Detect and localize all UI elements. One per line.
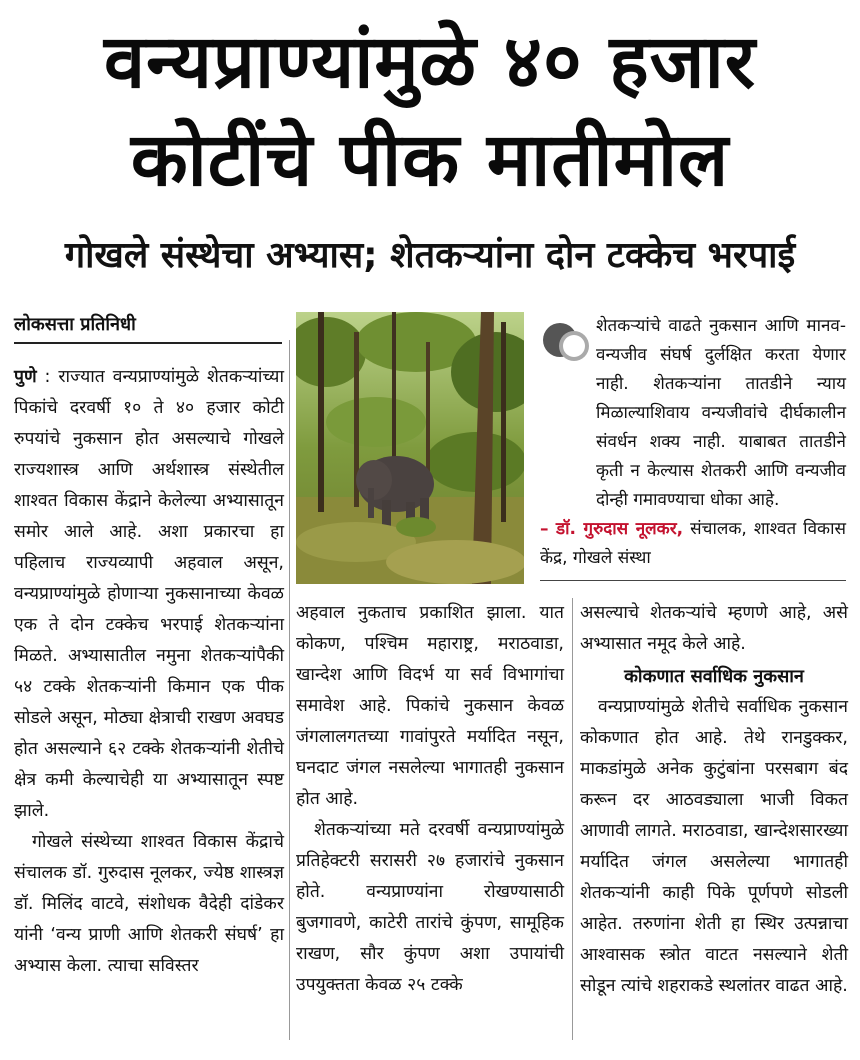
column-divider	[289, 340, 290, 1040]
headline-line-2: कोटींचे पीक मातीमोल	[130, 117, 730, 203]
paragraph: असल्याचे शेतकऱ्यांचे म्हणणे आहे, असे अभ्यासात नमूद केले आहे.	[580, 603, 848, 654]
article-column-2	[296, 598, 564, 1001]
paragraph: शेतकऱ्यांच्या मते दरवर्षी वन्यप्राण्यांमुळे प्रतिहेक्टरी सरासरी २७ हजारांचे नुकसान होते. वन्यप्राण्यांना रोखण्यासाठी बुजगावणे, काटेरी तारांचे कुंपण, सामूहिक राखण, सौर कुंपण अशा उपायांची उपयुक्तता केवळ २५ टक्के	[296, 820, 564, 995]
quote-role: संचालक, शाश्वत विकास केंद्र, गोखले संस्था	[540, 519, 846, 568]
article-column-3	[580, 598, 848, 1002]
quote-text: शेतकऱ्यांचे वाढते नुकसान आणि मानव-वन्यजीव संघर्ष दुर्लक्षित करता येणार नाही. शेतकऱ्यांना तातडीने न्याय मिळाल्याशिवाय वन्यजीवांचे दीर्घकालीन संवर्धन शक्य नाही. याबाबत तातडीने कृती न केल्यास शेतकरी आणि वन्यजीव दोन्ही गमावण्याचा धोका आहे.	[596, 316, 846, 510]
photo-illustration	[296, 312, 524, 584]
paragraph: वन्यप्राण्यांमुळे शेतीचे सर्वाधिक नुकसान कोकणात होत आहे. तेथे रानडुक्कर, माकडांमुळे अनेक कुटुंबांना परसबाग बंद करून दर आठवड्याला भाजी विकत आणावी लागते. मराठवाडा, खान्देशसारख्या मर्यादित जंगल असलेल्या भागातही शेतकऱ्यांनी काही पिके पूर्णपणे सोडली आहेत. तरुणांना शेती हा स्थिर उत्पन्नाचा आश्वासक स्त्रोत वाटत नसल्याने शेती सोडून त्यांचे शहराकडे स्थलांतर वाढत आहे.	[580, 697, 848, 996]
byline: लोकसत्ता प्रतिनिधी	[14, 312, 282, 344]
paragraph-text: : राज्यात वन्यप्राण्यांमुळे शेतकऱ्यांच्या पिकांचे दरवर्षी १० ते ४० हजार कोटी रुपयांचे नुकसान होत असल्याचे गोखले राज्यशास्त्र आणि अर्थशास्त्र संस्थेतील शाश्वत विकास केंद्राने केलेल्या अभ्यासातून समोर आले आहे. अशा प्रकारचा हा पहिलाच राज्यव्यापी अहवाल असून, वन्यप्राण्यांमुळे होणाऱ्या नुकसानाच्या केवळ एक ते दोन टक्केच भरपाई शेतकऱ्यांना मिळते. अभ्यासातील नमुना शेतकऱ्यांपैकी ५४ टक्के शेतकऱ्यांनी किमान एक पीक सोडले असून, मोठ्या क्षेत्राची राखण अवघड होत असल्याने ६२ टक्के शेतकऱ्यांनी शेतीचे क्षेत्र कमी केल्याचेही या अभ्यासातून स्पष्ट झाले.	[14, 367, 284, 821]
paragraph: अहवाल नुकताच प्रकाशित झाला. यात कोकण, पश्चिम महाराष्ट्र, मराठवाडा, खान्देश आणि विदर्भ या सर्व विभागांचा समावेश आहे. पिकांचे नुकसान केवळ जंगलालगतच्या गावांपुरते मर्यादित नसून, घनदाट जंगल नसलेल्या भागातही नुकसान होत आहे.	[296, 603, 564, 809]
quote-divider	[540, 580, 846, 581]
subheadline: गोखले संस्थेचा अभ्यास; शेतकऱ्यांना दोन टक्केच भरपाई	[64, 235, 796, 276]
paragraph: गोखले संस्थेच्या शाश्वत विकास केंद्राचे संचालक डॉ. गुरुदास नूलकर, ज्येष्ठ शास्त्रज्ञ डॉ. मिलिंद वाटवे, संशोधक वैदेही दांडेकर यांनी ‘वन्य प्राणी आणि शेतकरी संघर्ष’ हा अभ्यास केला. त्याचा सविस्तर	[14, 832, 284, 976]
elephant-in-forest-photo	[296, 312, 524, 584]
section-heading: कोकणात सर्वाधिक नुकसान	[624, 666, 804, 687]
paragraph	[14, 362, 284, 827]
column-divider	[572, 598, 573, 1040]
pull-quote	[540, 312, 846, 573]
headline-line-1: वन्यप्राण्यांमुळे ४० हजार	[103, 19, 756, 105]
article-column-1	[14, 362, 284, 982]
quote-author: – डॉ. गुरुदास नूलकर,	[540, 519, 684, 539]
quote-attribution	[540, 515, 846, 573]
dateline: पुणे	[14, 367, 37, 387]
